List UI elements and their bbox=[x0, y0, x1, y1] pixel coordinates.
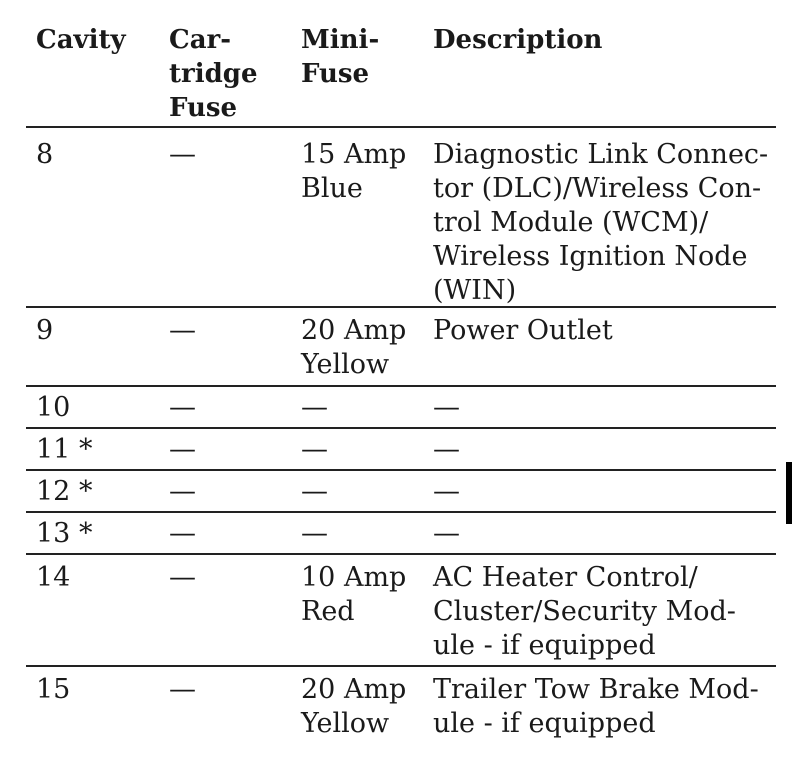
description-cell: — bbox=[433, 518, 460, 549]
table-row bbox=[26, 513, 776, 555]
description-cell: Power Outlet bbox=[433, 315, 613, 346]
table-row bbox=[26, 555, 776, 667]
mini-fuse-cell: — bbox=[301, 392, 328, 423]
mini-fuse-cell: 10 Amp Red bbox=[301, 562, 407, 627]
cartridge-cell: — bbox=[169, 315, 196, 346]
header-description: Description bbox=[433, 25, 603, 55]
mini-fuse-cell: — bbox=[301, 476, 328, 507]
table-row bbox=[26, 128, 776, 308]
cartridge-cell: — bbox=[169, 562, 196, 593]
cartridge-cell: — bbox=[169, 139, 196, 170]
description-cell: — bbox=[433, 476, 460, 507]
header-cavity: Cavity bbox=[36, 25, 126, 55]
cavity-cell: 9 bbox=[36, 315, 54, 346]
mini-fuse-cell: 20 Amp Yellow bbox=[301, 315, 407, 380]
table-header-row bbox=[26, 0, 776, 128]
cavity-cell: 10 bbox=[36, 392, 71, 423]
description-cell: — bbox=[433, 392, 460, 423]
fuse-table bbox=[26, 0, 776, 763]
mini-fuse-cell: — bbox=[301, 434, 328, 465]
description-cell: Diagnostic Link Connec- tor (DLC)/Wireless Con- trol Module (WCM)/ Wireless Ignition Node (WIN) bbox=[433, 139, 769, 306]
cavity-cell: 15 bbox=[36, 674, 71, 705]
description-cell: AC Heater Control/ Cluster/Security Mod- ule - if equipped bbox=[433, 562, 736, 661]
description-cell: Trailer Tow Brake Mod- ule - if equipped bbox=[433, 674, 759, 739]
description-cell: — bbox=[433, 434, 460, 465]
mini-fuse-cell: 15 Amp Blue bbox=[301, 139, 407, 204]
table-row bbox=[26, 308, 776, 387]
table-row bbox=[26, 429, 776, 471]
header-cartridge-fuse: Car- tridge Fuse bbox=[169, 25, 258, 123]
cavity-cell: 12 * bbox=[36, 476, 93, 507]
cartridge-cell: — bbox=[169, 434, 196, 465]
cartridge-cell: — bbox=[169, 674, 196, 705]
cartridge-cell: — bbox=[169, 476, 196, 507]
table-row bbox=[26, 387, 776, 429]
cavity-cell: 8 bbox=[36, 139, 54, 170]
header-mini-fuse: Mini- Fuse bbox=[301, 25, 380, 89]
cavity-cell: 13 * bbox=[36, 518, 93, 549]
cavity-cell: 14 bbox=[36, 562, 71, 593]
mini-fuse-cell: 20 Amp Yellow bbox=[301, 674, 407, 739]
mini-fuse-cell: — bbox=[301, 518, 328, 549]
cartridge-cell: — bbox=[169, 392, 196, 423]
section-edge-marker bbox=[786, 462, 792, 524]
table-row bbox=[26, 667, 776, 763]
cavity-cell: 11 * bbox=[36, 434, 93, 465]
cartridge-cell: — bbox=[169, 518, 196, 549]
table-row bbox=[26, 471, 776, 513]
